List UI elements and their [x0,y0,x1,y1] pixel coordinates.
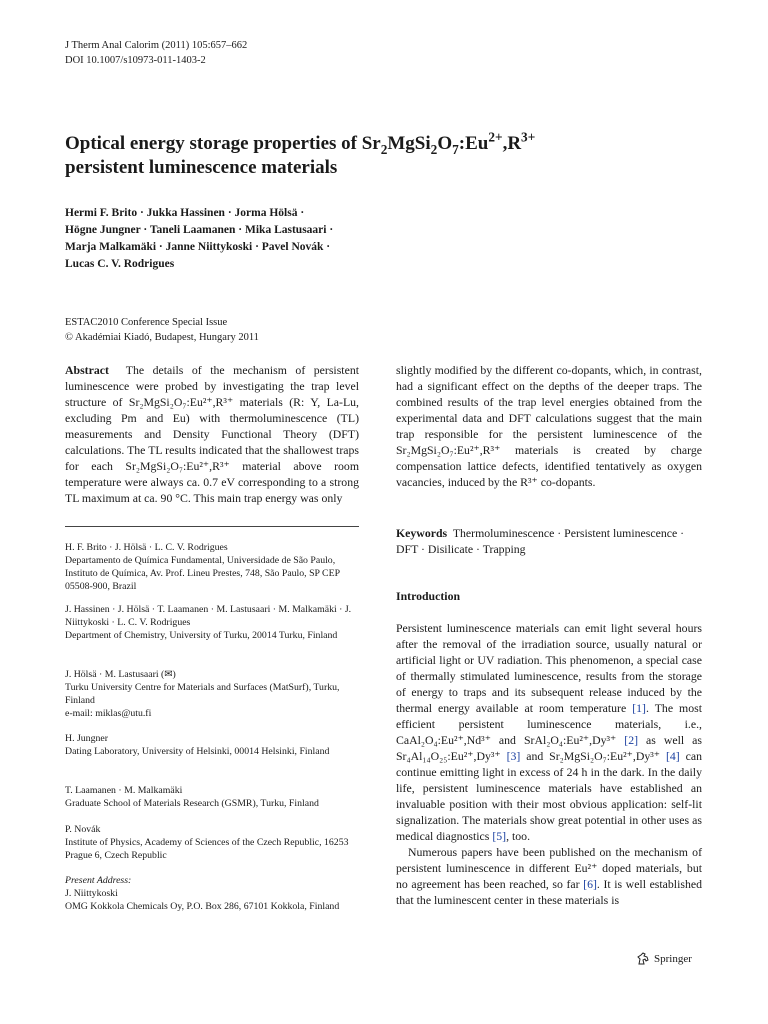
journal-header [65,38,247,68]
abstract-text-continued: slightly modified by the different co-dopants, which, in contrast, had a significant effect on the depths of the deeper traps. The combined results of the trap level energies obtained from the experimental data and DFT calculations suggest that the main trap responsible for the persistent luminescence of the Sr₂MgSi₂O₇:Eu²⁺,R³⁺ materials is created by charge compensation lattice defects, identified tentatively as oxygen vacancies, induced by the R³⁺ co-dopants. [396,363,702,489]
abstract-text: The details of the mechanism of persistent luminescence were probed by investigating the trap level structure of Sr₂MgSi₂O₇:Eu²⁺,R³⁺ materials (R: Y, La-Lu, excluding Pm and Eu) with thermoluminescence (TL) measurements and Density Functional Theory (DFT) calculations. The TL results indicated that the shallowest traps for each Sr₂MgSi₂O₇:Eu²⁺,R³⁺ material above room temperature were always ca. 0.7 eV corresponding to a strong TL maximum at ca. 90 °C. This main trap energy was only [65,363,359,505]
keywords-text: Thermoluminescence · Persistent luminescence · DFT · Disilicate · Trapping [396,526,685,556]
present-address-label: Present Address: [65,875,132,886]
author-email[interactable]: e-mail: miklas@utu.fi [65,708,152,719]
paper-title: Optical energy storage properties of $Sr_2MgSi_2O_7:Eu^{2+},R^{3+}$ persistent luminescence materials [65,129,536,178]
keywords [396,525,702,557]
section-heading-introduction: Introduction [396,589,461,603]
issue-info: ESTAC2010 Conference Special Issue © Akadémiai Kiadó, Budapest, Hungary 2011 [65,317,259,343]
author-list: Hermi F. Brito · Jukka Hassinen · Jorma Hölsä · Högne Jungner · Taneli Laamanen · Mika Lastusaari · Marja Malkamäki · Janne Niittykoski · Pavel Novák · Lucas C. V. Rodrigues [65,207,334,270]
introduction-body [396,620,702,908]
footnote-divider [65,526,359,527]
affiliation-block: Present Address: J. Niittykoski OMG Kokkola Chemicals Oy, P.O. Box 286, 67101 Kokkola, Finland [65,874,359,913]
intro-paragraph: Persistent luminescence materials can emit light several hours after the removal of the irradiation source, usually natural or artificial light or UV radiation. This phenomenon, a special case of thermally stimulated luminescence, results from the storage of energy to traps and its subsequent release induced by the thermal energy available at room temperature [1]. The most efficient persistent luminescence materials, i.e., CaAl₂O₄:Eu²⁺,Nd³⁺ and SrAl₂O₄:Eu²⁺,Dy³⁺ [2] as well as Sr₄Al₁₄O₂₅:Eu²⁺,Dy³⁺ [3] and Sr₂MgSi₂O₇:Eu²⁺,Dy³⁺ [4] can continue emitting light in excess of 24 h in the dark. In the daily life, persistent luminescence materials have established an invaluable position with their most obvious application: self-lit signalization. The materials show great potential in other uses as medical diagnostics [5], too. [396,621,702,843]
affiliation-block: J. Hassinen · J. Hölsä · T. Laamanen · M. Lastusaari · M. Malkamäki · J. Niittykoski · L. C. V. Rodrigues Department of Chemistry, University of Turku, 20014 Turku, Finland [65,604,352,641]
publisher-name: Springer [654,953,692,965]
abstract-label: Abstract [65,363,109,377]
intro-paragraph: Numerous papers have been published on the mechanism of persistent luminescence in different Eu²⁺ doped materials, but no agreement has been reached, so far [6]. It is well established that the luminescent center in these materials is [396,845,702,907]
springer-horse-icon [636,952,650,966]
doi: DOI 10.1007/s10973-011-1403-2 [65,55,206,66]
keywords-label: Keywords [396,526,448,540]
journal-citation: J Therm Anal Calorim (2011) 105:657–662 [65,40,248,51]
citation-link[interactable]: [3] [506,749,521,763]
abstract-left [65,362,359,506]
affiliation-block: T. Laamanen · M. Malkamäki Graduate School of Materials Research (GSMR), Turku, Finland [65,785,319,809]
abstract-right [396,362,702,490]
affiliation-block: H. F. Brito · J. Hölsä · L. C. V. Rodrigues Departamento de Química Fundamental, Universidade de São Paulo, Instituto de Química, Av. Prof. Lineu Prestes, 748, São Paulo, SP CEP 05508-900, Brazil [65,542,340,592]
affiliation-block: H. Jungner Dating Laboratory, University of Helsinki, 00014 Helsinki, Finland [65,733,330,757]
publisher-logo [636,952,692,966]
citation-link[interactable]: [6] [583,877,597,891]
citation-link[interactable]: [1] [632,701,646,715]
affiliation-block: J. Hölsä · M. Lastusaari (✉) Turku University Centre for Materials and Surfaces (MatSurf), Turku, Finland e-mail: miklas@utu.fi [65,668,359,720]
citation-link[interactable]: [2] [624,733,639,747]
citation-link[interactable]: [4] [665,749,680,763]
affiliation-block: P. Novák Institute of Physics, Academy of Sciences of the Czech Republic, 16253 Prague 6, Czech Republic [65,824,349,861]
citation-link[interactable]: [5] [492,829,507,843]
